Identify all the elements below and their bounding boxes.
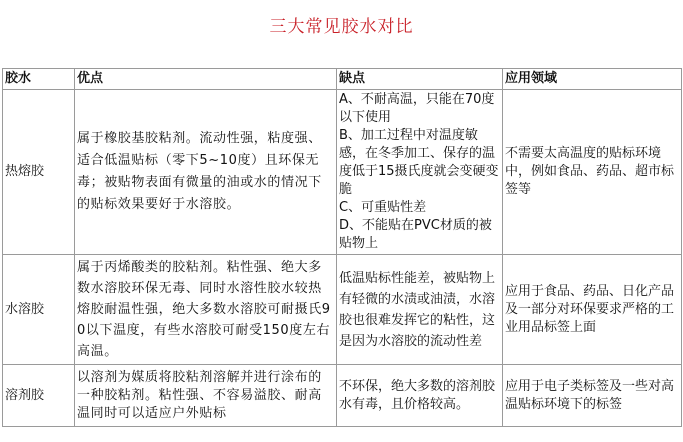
header-applications: 应用领域 — [503, 69, 682, 90]
glue-name-cell: 溶剂胶 — [3, 365, 75, 427]
table-row — [3, 90, 682, 255]
table-row — [3, 365, 682, 427]
pros-cell: 以溶剂为媒质将胶粘剂溶解并进行涂布的一种胶粘剂。粘性强、不容易溢胶、耐高温同时可以适应户外贴标 — [75, 365, 337, 427]
comparison-table — [2, 68, 682, 427]
glue-name-cell: 水溶胶 — [3, 255, 75, 365]
pros-cell: 属于丙烯酸类的胶粘剂。粘性强、绝大多数水溶胶环保无毒、同时水溶性胶水较热熔胶耐温性强，绝大多数水溶胶可耐摄氏90以下温度，有些水溶胶可耐受150度左右高温。 — [75, 255, 337, 365]
header-glue: 胶水 — [3, 69, 75, 90]
pros-cell: 属于橡胶基胶粘剂。流动性强，粘度强、适合低温贴标（零下5~10度）且环保无毒；被贴物表面有微量的油或水的情况下的贴标效果要好于水溶胶。 — [75, 90, 337, 255]
cons-item: C、可重贴性差 — [339, 200, 427, 215]
cons-cell — [337, 90, 503, 255]
applications-cell: 不需要太高温度的贴标环境中，例如食品、药品、超市标签等 — [503, 90, 682, 255]
page-title: 三大常见胶水对比 — [269, 17, 414, 37]
cons-item: D、不能贴在PVC材质的被贴物上 — [339, 218, 492, 251]
table-header-row — [3, 69, 682, 90]
cons-item: A、不耐高温，只能在70度以下使用 — [339, 92, 495, 125]
glue-name-cell: 热熔胶 — [3, 90, 75, 255]
cons-cell: 低温贴标性能差，被贴物上有轻微的水渍或油渍，水溶胶也很难发挥它的粘性，这是因为水溶胶的流动性差 — [337, 255, 503, 365]
applications-cell: 应用于食品、药品、日化产品及一部分对环保要求严格的工业用品标签上面 — [503, 255, 682, 365]
header-cons: 缺点 — [337, 69, 503, 90]
cons-cell: 不环保，绝大多数的溶剂胶水有毒，且价格较高。 — [337, 365, 503, 427]
table-row — [3, 255, 682, 365]
applications-cell: 应用于电子类标签及一些对高温贴标环境下的标签 — [503, 365, 682, 427]
cons-item: B、加工过程中对温度敏感，在冬季加工、保存的温度低于15摄氏度就会变硬变脆 — [339, 128, 499, 197]
header-pros: 优点 — [75, 69, 337, 90]
